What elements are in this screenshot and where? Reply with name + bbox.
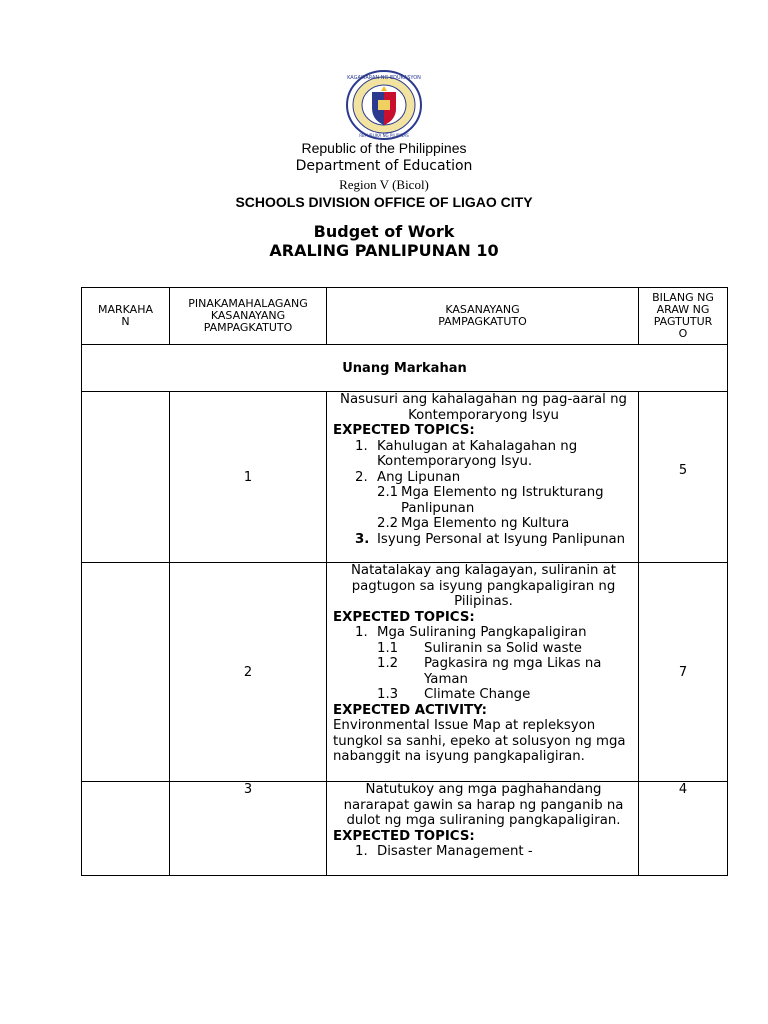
list-item: 1. Kahulugan at Kahalagahan ng Kontemporaryong Isyu. [355, 438, 578, 469]
row-number: 2 [170, 563, 327, 782]
table-row [82, 392, 728, 563]
activity-label: EXPECTED ACTIVITY: [333, 702, 487, 718]
row-markahan-cell [82, 563, 170, 782]
header-division-office: SCHOOLS DIVISION OFFICE OF LIGAO CITY [235, 194, 533, 210]
header-kasanayang-pampagkatuto: KASANAYANG PAMPAGKATUTO [327, 288, 639, 345]
list-item: 1.1 Suliranin sa Solid waste [377, 640, 582, 656]
row-number: 3 [170, 782, 327, 876]
list-item: 3. Isyung Personal at Isyung Panlipunan [355, 531, 626, 547]
list-item: 2.1 Mga Elemento ng Istrukturang Panlipunan [377, 485, 604, 516]
activity-description: Environmental Issue Map at repleksyon tungkol sa sanhi, epeko at solusyon ng mga nabanggit na isyung pangkapaligiran. [333, 718, 626, 764]
budget-of-work-table [81, 287, 728, 876]
document-subject: ARALING PANLIPUNAN 10 [269, 241, 499, 260]
seal-text-bottom: REPUBLIKA NG PILIPINAS [359, 133, 409, 138]
row-competency [327, 782, 639, 876]
competency-description: Natatalakay ang kalagayan, suliranin at pagtugon sa isyung pangkapaligiran ng Pilipinas. [350, 563, 617, 609]
table-header-row [82, 288, 728, 345]
list-item: 1. Disaster Management - [355, 844, 533, 859]
header-bilang-ng-araw: BILANG NG ARAW NG PAGTUTUR O [639, 288, 728, 345]
deped-seal-logo [345, 70, 423, 140]
row-competency [327, 563, 639, 782]
topics-label: EXPECTED TOPICS: [333, 423, 475, 438]
header-department: Department of Education [295, 158, 473, 174]
competency-description: Nasusuri ang kahalagahan ng pag-aaral ng Kontemporaryong Isyu [340, 392, 627, 423]
row-competency [327, 392, 639, 563]
header-pinakamahalagang-kasanayan: PINAKAMAHALAGANG KASANAYANG PAMPAGKATUTO [170, 288, 327, 345]
row-days: 7 [639, 563, 728, 782]
competency-description: Natutukoy ang mga paghahandang nararapat gawin sa harap ng panganib na dulot ng mga suliraning pangkapaligiran. [343, 782, 624, 828]
header-region: Region V (Bicol) [339, 177, 429, 192]
table-row [82, 782, 728, 876]
quarter-label: Unang Markahan [82, 345, 728, 392]
row-markahan-cell [82, 782, 170, 876]
list-item: 2.2 Mga Elemento ng Kultura [377, 516, 570, 531]
quarter-row [82, 345, 728, 392]
header-markahan: MARKAHA N [82, 288, 170, 345]
row-days: 4 [639, 782, 728, 876]
document-title: Budget of Work [313, 222, 455, 241]
topics-label: EXPECTED TOPICS: [333, 828, 475, 844]
topics-label: EXPECTED TOPICS: [333, 609, 475, 625]
row-days: 5 [639, 392, 728, 563]
row-markahan-cell [82, 392, 170, 563]
list-item: 1.2 Pagkasira ng mga Likas na Yaman [377, 656, 602, 687]
header-republic: Republic of the Philippines [301, 140, 467, 156]
list-item: 1. Mga Suliraning Pangkapaligiran [355, 625, 587, 640]
list-item: 1.3 Climate Change [377, 687, 531, 702]
table-row [82, 563, 728, 782]
list-item: 2. Ang Lipunan [355, 469, 461, 485]
row-number: 1 [170, 392, 327, 563]
seal-text-top: KAGAWARAN NG EDUKASYON [347, 75, 421, 81]
